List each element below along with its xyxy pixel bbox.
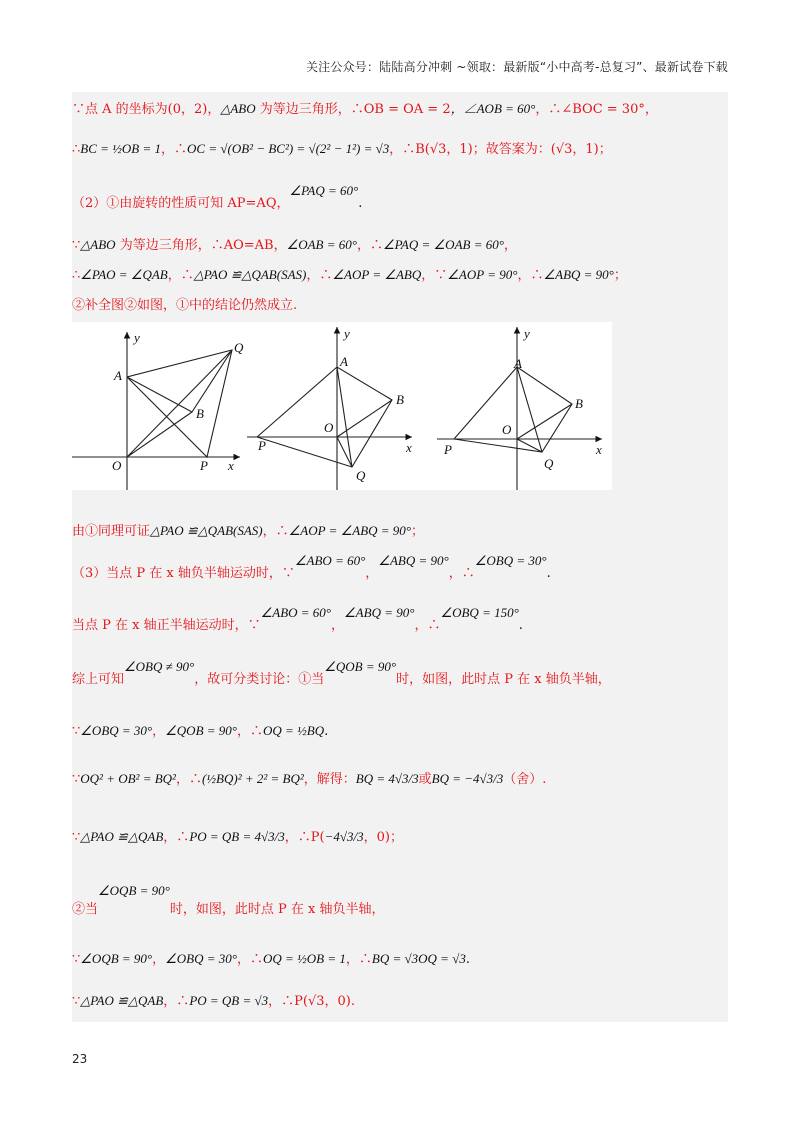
math: BQ = −4√3/3 (431, 771, 504, 786)
math: ∠PAQ = 60° (289, 183, 359, 198)
fig2-y-label: y (344, 326, 350, 341)
fig3-Q: Q (544, 456, 554, 471)
text: ； (613, 268, 627, 283)
solution-block (72, 92, 728, 1022)
line-16 (72, 990, 355, 1009)
text: 综上可知 (72, 672, 125, 687)
line-3 (72, 183, 363, 211)
math: OC = √(OB² − BC²) = √(2² − 1²) = √3 (187, 141, 390, 156)
text: ，∴ (517, 268, 544, 283)
text: ②当 (72, 902, 99, 917)
math: BQ = 4√3/3 (355, 771, 419, 786)
math: ∠QOB = 90° (165, 723, 237, 738)
fig3-y-label: y (524, 326, 530, 341)
text: （2）①由旋转的性质可知 AP=AQ， (72, 196, 290, 211)
math: ∠OBQ ≠ 90° (124, 659, 195, 674)
text: ∵点 A 的坐标为(0，2)， (72, 102, 221, 117)
fig2-P: P (258, 438, 266, 453)
math: BQ = √3OQ = √3 (371, 951, 466, 966)
math: OQ = ½BQ (263, 723, 325, 738)
text: ，∴P( (284, 830, 325, 845)
math: ∠ABO = 60° (294, 553, 366, 568)
math: BC = ½OB = 1 (80, 141, 162, 156)
line-14 (72, 883, 385, 917)
math: ∠OQB = 90° (80, 951, 153, 966)
fig1-P: P (200, 458, 208, 473)
math: ∴OB = OA = 2 (350, 102, 451, 117)
math: △PAO ≌△QAB(SAS) (150, 523, 263, 538)
math: PO = QB = 4√3/3 (189, 829, 285, 844)
text: ，∴B(√3，1)；故答案为：(√3，1)； (389, 142, 612, 157)
text: 时，如图，此时点 P 在 x 轴负半轴， (396, 672, 611, 687)
text: ，解得： (303, 772, 356, 787)
math: −4√3/3 (324, 829, 364, 844)
math: ∠PAQ = ∠OAB = 60° (383, 237, 504, 252)
text: ，∴ (163, 994, 190, 1009)
text: . (546, 566, 551, 581)
line-7 (72, 520, 424, 539)
math: ∠OBQ = 30° (80, 723, 153, 738)
line-4 (72, 234, 517, 253)
fig2-Q: Q (356, 468, 366, 483)
fig1-y-label: y (134, 330, 140, 345)
line-15 (72, 948, 470, 967)
math: △PAO ≌△QAB(SAS) (193, 267, 307, 282)
fig2-x-label: x (406, 440, 412, 455)
math: ，∴∠BOC = 30° (535, 102, 645, 117)
line-13 (72, 826, 403, 845)
fig3-B: B (575, 396, 583, 411)
math: ∠QOB = 90° (324, 659, 397, 674)
text: ②补全图②如图，①中的结论仍然成立. (72, 298, 298, 313)
text: ，∴ (414, 618, 441, 633)
fig2-B: B (396, 392, 404, 407)
text: ，0)； (363, 830, 403, 845)
math: ∠ABQ = 90° (378, 553, 449, 568)
math: PO = QB = √3 (189, 993, 269, 1008)
fig1-A: A (114, 368, 122, 383)
text: ∵ (72, 238, 81, 253)
text: ∵ (72, 994, 81, 1009)
fig3-P: P (444, 442, 452, 457)
math: ∠ABO = 60° (260, 605, 332, 620)
text: ，∴ (163, 830, 190, 845)
text: ， (503, 238, 517, 253)
math: ∠PAO = ∠QAB (80, 267, 168, 282)
text: ∵ (72, 830, 81, 845)
fig3-O: O (502, 422, 512, 437)
text: ， (365, 566, 379, 581)
geometry-svg (72, 322, 612, 490)
text: 或 (418, 772, 432, 787)
text: 由①同理可证 (72, 524, 151, 539)
fig3-A: A (514, 356, 522, 371)
math: (½BQ)² + 2² = BQ² (201, 771, 304, 786)
math: OQ = ½OB = 1 (263, 951, 346, 966)
math: ∠AOP = ∠ABQ = 90° (288, 523, 411, 538)
line-8 (72, 553, 551, 581)
page-number: 23 (72, 1052, 88, 1066)
text: ， (331, 618, 345, 633)
text: ，∴P(√3，0). (268, 994, 356, 1009)
text: 当点 P 在 x 轴正半轴运动时，∵ (72, 618, 261, 633)
line-6 (72, 294, 297, 313)
text: ， (152, 724, 166, 739)
line-5 (72, 264, 627, 283)
fig1-Q: Q (234, 340, 244, 355)
line-1 (72, 98, 658, 117)
text: ，∴ (356, 238, 383, 253)
text: ； (411, 524, 425, 539)
text: ，∴ (236, 724, 263, 739)
line-12 (72, 768, 546, 787)
text: ，∴ (236, 952, 263, 967)
math: ∠AOP = ∠ABQ (332, 267, 422, 282)
text: . (465, 952, 470, 967)
text: ∵ (72, 772, 81, 787)
text: 为等边三角形，∴AO=AB， (115, 238, 287, 253)
text: ∴ (72, 268, 81, 283)
text: ∵ (72, 952, 81, 967)
line-9 (72, 605, 523, 633)
text: 时，如图，此时点 P 在 x 轴负半轴， (169, 902, 385, 917)
text: ，∴ (161, 142, 188, 157)
text: 为等边三角形， (255, 102, 351, 117)
text: ∴ (72, 142, 81, 157)
text: . (358, 196, 363, 211)
math: ∠OAB = 60° (286, 237, 357, 252)
text: （3）当点 P 在 x 轴负半轴运动时，∵ (72, 566, 295, 581)
line-10 (72, 659, 611, 687)
math: ∠OBQ = 150° (440, 605, 519, 620)
page-header: 关注公众号：陆陆高分冲刺 ~领取：最新版“小中高考-总复习”、最新试卷下载 (305, 60, 728, 74)
math: ∠ABQ = 90° (344, 605, 415, 620)
math: ∠OQB = 90° (98, 883, 170, 898)
math: △ABO (80, 237, 116, 252)
text: ， (152, 952, 166, 967)
fig1-x-label: x (228, 458, 234, 473)
text: ，∴ (345, 952, 372, 967)
math: OQ² + OB² = BQ² (80, 771, 176, 786)
fig1-B: B (196, 406, 204, 421)
text: ，∴ (262, 524, 289, 539)
text: ，故可分类讨论：①当 (194, 672, 325, 687)
math: ∠OBQ = 30° (165, 951, 237, 966)
fig3-x-label: x (596, 442, 602, 457)
math: ，∠AOB = 60° (450, 101, 536, 116)
fig2-lines (257, 367, 392, 467)
fig2-A: A (340, 354, 348, 369)
text: ∵ (72, 724, 81, 739)
math: △PAO ≌△QAB (80, 829, 164, 844)
fig1-lines (127, 350, 232, 457)
text: ，∴ (306, 268, 333, 283)
line-2 (72, 138, 612, 157)
text: . (324, 724, 329, 739)
text: . (518, 618, 523, 633)
math: ∠OBQ = 30° (474, 553, 547, 568)
text: ，∴ (448, 566, 475, 581)
text: ，∴ (175, 772, 202, 787)
text: ，∴ (167, 268, 194, 283)
text: ， (644, 102, 658, 117)
fig2-O: O (324, 420, 334, 435)
fig1-O: O (112, 458, 122, 473)
line-11 (72, 720, 328, 739)
text: ，∵ (421, 268, 448, 283)
math: △ABO (220, 101, 256, 116)
text: （舍）. (503, 772, 547, 787)
geometry-figures (72, 322, 612, 490)
math: △PAO ≌△QAB (80, 993, 164, 1008)
math: ∠ABQ = 90° (543, 267, 614, 282)
math: ∠AOP = 90° (447, 267, 518, 282)
